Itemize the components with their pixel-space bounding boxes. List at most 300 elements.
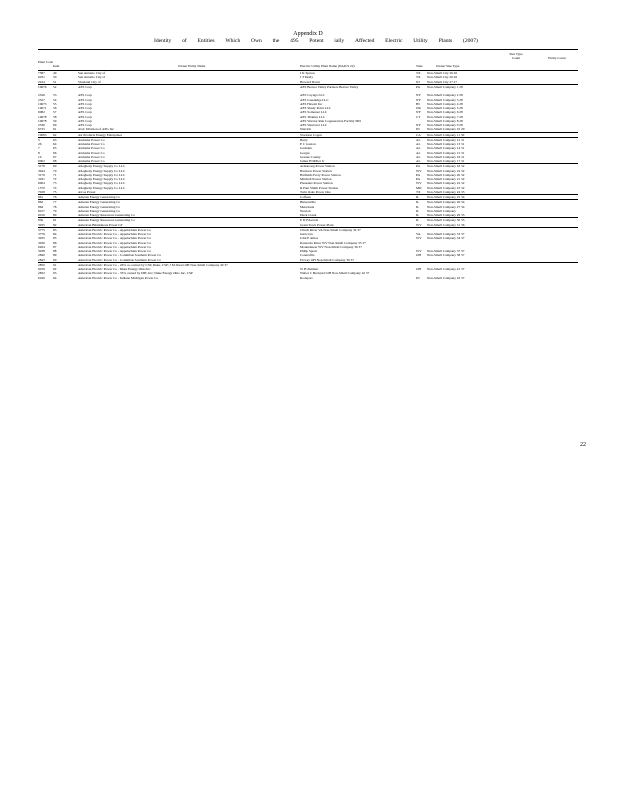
owner-size-type-cell: Non-Small Company 5 28 bbox=[427, 106, 463, 110]
owner-size-type-cell: Non-Small Company 43 37 bbox=[427, 275, 465, 280]
plant-name-cell: Stockton Cogen bbox=[300, 132, 322, 137]
item-cell: 50 bbox=[53, 75, 57, 80]
item-cell: 55 bbox=[53, 101, 57, 106]
owner-entity-cell: Ameren Energy Generating Co bbox=[78, 200, 121, 205]
plant-name-cell: Coffeen bbox=[300, 195, 311, 199]
col-owner-entity: Owner Entity Name bbox=[178, 64, 206, 68]
state-cell: CA bbox=[416, 132, 421, 137]
item-cell: 83 bbox=[53, 227, 57, 232]
owner-entity-cell: Alabama Power Co bbox=[78, 142, 105, 146]
owner-entity-cell: American Electric Power Co - Appalachian Power Co bbox=[78, 236, 152, 241]
state-cell: NY bbox=[416, 110, 421, 115]
state-cell: IN bbox=[416, 127, 420, 132]
plant-name-cell: Gorgas bbox=[300, 150, 310, 155]
item-cell: 66 bbox=[53, 150, 57, 155]
appendix-table-page bbox=[38, 30, 578, 280]
plant-code-cell: 10673 bbox=[38, 101, 47, 106]
plant-name-cell: Grant Town Power Plant bbox=[300, 222, 334, 227]
table-row bbox=[38, 276, 578, 280]
state-cell: AL bbox=[416, 142, 421, 146]
owner-size-type-cell: Non-Small Company 8 28 bbox=[427, 118, 463, 123]
item-cell: 93 bbox=[53, 271, 57, 276]
state-cell: IL bbox=[416, 213, 420, 217]
item-cell: 74 bbox=[53, 185, 57, 190]
col-plant-code: Plant Code bbox=[38, 60, 53, 64]
plant-code-cell: 3935 bbox=[38, 222, 45, 227]
plant-name-cell: Kanawha River WV Non-Small Company 35 37 bbox=[300, 240, 366, 245]
owner-size-type-cell: Non-Small Company 15 31 bbox=[427, 150, 465, 155]
owner-size-type-cell: Non-Small Company 1 28 bbox=[427, 84, 463, 89]
appendix-title: Appendix D bbox=[293, 31, 323, 37]
owner-entity-cell: American Electric Power Co - Columbus Southern Power Co bbox=[78, 257, 162, 262]
item-cell: 84 bbox=[53, 232, 57, 236]
item-cell: 73 bbox=[53, 181, 57, 186]
plant-name-cell: Philip Sporn bbox=[300, 249, 318, 253]
item-cell: 77 bbox=[53, 200, 57, 205]
owner-entity-cell: Alabama Power Co bbox=[78, 159, 105, 163]
item-cell: 92 bbox=[53, 267, 57, 271]
state-cell: MD bbox=[416, 185, 422, 190]
state-cell: IL bbox=[416, 195, 420, 199]
item-cell: 94 bbox=[53, 275, 57, 280]
plant-code-cell: 6017 bbox=[38, 208, 45, 213]
item-cell: 64 bbox=[53, 142, 57, 146]
plant-code-cell: 2526 bbox=[38, 93, 45, 98]
owner-entity-cell: Alcoa Power bbox=[78, 189, 96, 194]
owner-entity-cell: American Electric Power Co - Columbus Southern Power Co bbox=[78, 253, 162, 258]
plant-name-cell: Harrison Power Station bbox=[300, 168, 332, 173]
owner-entity-cell: American Electric Power Co - Duke Energy Ohio Inc bbox=[78, 267, 151, 271]
owner-size-type-cell: Non-Small Company 22 32 bbox=[427, 181, 465, 186]
table-title bbox=[38, 38, 578, 45]
state-cell: PA bbox=[416, 172, 421, 177]
item-cell: 58 bbox=[53, 114, 57, 119]
plant-name-cell: AES Beaver Valley Partners Beaver Valley bbox=[300, 84, 359, 89]
plant-code-cell: 10676 bbox=[38, 84, 47, 89]
table-row bbox=[38, 213, 578, 217]
item-cell: 61 bbox=[53, 127, 57, 132]
plant-code-cell: 10678 bbox=[38, 114, 47, 119]
plant-code-cell: 3935 bbox=[38, 236, 45, 241]
owner-size-type-cell: Non-Small Company 29 35 bbox=[427, 213, 465, 217]
owner-size-type-cell: Non-Small City 27 27 bbox=[427, 79, 458, 84]
owner-size-type-cell: Non-Small Company 34 37 bbox=[427, 236, 465, 241]
plant-name-cell: E D Edwards bbox=[300, 218, 319, 223]
table-row bbox=[38, 80, 578, 84]
plant-name-cell: Walter C Beckjord OH Non-Small Company 42 37 bbox=[300, 271, 370, 276]
owner-entity-cell: Alabama Power Co bbox=[78, 146, 105, 151]
plant-code-cell: 10671 bbox=[38, 106, 47, 110]
plant-code-cell: 6019 bbox=[38, 267, 45, 271]
plant-code-cell: 861 bbox=[38, 195, 44, 199]
table-row bbox=[38, 159, 578, 163]
state-cell: CT bbox=[416, 114, 421, 119]
item-cell: 68 bbox=[53, 159, 57, 163]
plant-code-cell: 1570 bbox=[38, 185, 45, 190]
state-cell: WV bbox=[416, 249, 422, 253]
item-cell: 80 bbox=[53, 213, 57, 217]
owner-entity-cell: AGC Division of APG Inc bbox=[78, 127, 114, 132]
item-cell: 52 bbox=[53, 84, 57, 89]
item-cell: 76 bbox=[53, 195, 57, 199]
owner-size-type-cell: Non-Small Company 25 34 bbox=[427, 195, 465, 199]
state-cell: AL bbox=[416, 137, 421, 142]
owner-entity-cell: AES Corp bbox=[78, 101, 93, 106]
owner-size-type-cell: Non-Small Company 14 31 bbox=[427, 146, 465, 151]
plant-code-cell: 6725 bbox=[38, 127, 45, 132]
owner-size-type-cell: Non-Small Company 30 35 bbox=[427, 218, 465, 223]
title-word: 495 bbox=[290, 38, 299, 44]
plant-name-cell: Hatfields Ferry Power Station bbox=[300, 172, 341, 177]
plant-code-cell: 3 bbox=[38, 137, 40, 142]
col-state: State bbox=[416, 64, 423, 68]
title-word: Identity bbox=[154, 38, 172, 44]
plant-code-cell: 6264 bbox=[38, 244, 45, 249]
owner-entity-cell: American Electric Power Co - Appalachian Power Co bbox=[78, 240, 152, 245]
owner-size-type-cell: Non-Small Company 38 37 bbox=[427, 253, 465, 258]
plant-name-cell: Glen Lyn bbox=[300, 232, 313, 236]
state-cell: TX bbox=[416, 71, 421, 75]
col-item: Item bbox=[53, 64, 60, 68]
state-cell: AL bbox=[416, 150, 421, 155]
col-plant-name: Electric Utility Plant Name (NAICS 22) bbox=[300, 64, 355, 68]
title-word: Which bbox=[225, 38, 241, 44]
plant-name-cell: James H Miller Jr bbox=[300, 159, 325, 163]
plant-name-cell: AES Shady Point LLC bbox=[300, 106, 331, 110]
plant-name-cell: AES Warrior Run Cogeneration Facility MD bbox=[300, 118, 361, 123]
owner-size-type-cell: Non-Small Company 26 34 bbox=[427, 200, 465, 205]
state-cell: VA bbox=[416, 232, 421, 236]
plant-code-cell: 3936 bbox=[38, 240, 45, 245]
item-cell: 65 bbox=[53, 146, 57, 151]
page-number: 22 bbox=[580, 442, 586, 448]
item-cell: 87 bbox=[53, 244, 57, 249]
item-cell: 63 bbox=[53, 137, 57, 142]
state-cell: IN bbox=[416, 275, 420, 280]
state-cell: TX bbox=[416, 189, 421, 194]
item-cell: 54 bbox=[53, 97, 57, 102]
owner-entity-cell: Air Products Energy Enterprises bbox=[78, 132, 122, 137]
plant-name-cell: AES Greenidge LLC bbox=[300, 97, 329, 102]
plant-code-cell: 2850 bbox=[38, 262, 45, 267]
owner-entity-cell: AES Corp bbox=[78, 84, 93, 89]
owner-size-type-cell: Non-Small Company 12 31 bbox=[427, 137, 465, 142]
plant-code-cell: 6166 bbox=[38, 275, 45, 280]
owner-entity-cell: American Electric Power Co - Indiana Michigan Power Co bbox=[78, 275, 159, 280]
plant-code-cell: 2843 bbox=[38, 257, 45, 262]
plant-name-cell: AES Westover LLC bbox=[300, 123, 328, 127]
state-cell: WV bbox=[416, 168, 422, 173]
item-cell: 78 bbox=[53, 204, 57, 209]
table-row bbox=[38, 223, 578, 227]
item-cell: 89 bbox=[53, 253, 57, 258]
state-cell: NY bbox=[416, 93, 421, 98]
title-word: Utility bbox=[413, 38, 428, 44]
owner-size-type-cell: Non-Small Company 31 36 bbox=[427, 222, 465, 227]
item-cell: 67 bbox=[53, 154, 57, 159]
state-cell: AL bbox=[416, 154, 421, 159]
owner-size-type-cell: Non-Small Company 10 29 bbox=[427, 127, 465, 132]
owner-entity-cell: Allegheny Energy Supply Co LLC bbox=[78, 172, 126, 177]
state-cell: NJ bbox=[416, 79, 420, 84]
item-cell: 69 bbox=[53, 164, 57, 169]
title-word: Affected bbox=[354, 38, 375, 44]
state-cell: TX bbox=[416, 75, 421, 80]
plant-code-cell: 3776 bbox=[38, 232, 45, 236]
owner-entity-cell: American Electric Power Co - Appalachian Power Co bbox=[78, 227, 152, 232]
owner-size-type-cell: Non-Small Company 6 28 bbox=[427, 110, 463, 115]
owner-entity-cell: American Bituminous Power LP bbox=[78, 222, 123, 227]
plant-name-cell: Rockport bbox=[300, 275, 313, 280]
plant-code-cell: 2434 bbox=[38, 79, 45, 84]
item-cell: 72 bbox=[53, 177, 57, 181]
owner-size-type-cell: Non-Small Company bbox=[427, 208, 456, 213]
owner-entity-cell: Allegheny Energy Supply Co LLC bbox=[78, 177, 126, 181]
owner-entity-cell: American Electric Power Co - Appalachian Power Co bbox=[78, 249, 152, 253]
state-cell: NY bbox=[416, 123, 421, 127]
owner-entity-cell: Alabama Power Co bbox=[78, 150, 105, 155]
title-word: Own bbox=[250, 38, 262, 44]
state-cell: PA bbox=[416, 84, 421, 89]
owner-size-type-cell: Non-Small Company 2 28 bbox=[427, 93, 463, 98]
owner-entity-cell: Ameren Energy Generating Co bbox=[78, 204, 121, 209]
title-word: the bbox=[272, 38, 280, 44]
plant-name-cell: Greene County bbox=[300, 154, 321, 159]
col-entity-count: Entity Count bbox=[548, 56, 566, 60]
plant-code-cell: 8 bbox=[38, 150, 40, 155]
plant-code-cell: 7 bbox=[38, 146, 40, 151]
owner-entity-cell: Ameren Energy Generating Co bbox=[78, 208, 121, 213]
state-cell: AL bbox=[416, 146, 421, 151]
plant-code-cell: 3775 bbox=[38, 227, 45, 232]
plant-code-cell: 3179 bbox=[38, 172, 45, 177]
owner-entity-cell: AES Corp bbox=[78, 97, 93, 102]
table-row bbox=[38, 127, 578, 131]
owner-entity-cell: AES Corp bbox=[78, 106, 93, 110]
owner-size-type-cell: Non-Small Company 33 37 bbox=[427, 232, 465, 236]
owner-entity-cell: American Electric Power Co - 33% owned by DPL Inc; Duke Energy Ohio Inc, CSP bbox=[78, 271, 193, 276]
owner-size-type-cell: Non-Small Company 7 28 bbox=[427, 114, 463, 119]
col-size-type-count: Size Type Count bbox=[509, 52, 523, 60]
plant-code-cell: 6004 bbox=[38, 181, 45, 186]
owner-size-type-cell: Non-Small Company 4 28 bbox=[427, 101, 463, 106]
plant-name-cell: J K Spruce bbox=[300, 71, 315, 75]
plant-name-cell: W H Zimmer bbox=[300, 267, 319, 271]
plant-code-cell: 6002 bbox=[38, 159, 45, 163]
plant-code-cell: 2527 bbox=[38, 97, 45, 102]
plant-code-cell: 3944 bbox=[38, 168, 45, 173]
title-word: ially bbox=[334, 38, 345, 44]
item-cell: 51 bbox=[53, 79, 57, 84]
owner-entity-cell: Alabama Power Co bbox=[78, 154, 105, 159]
plant-code-cell: 862 bbox=[38, 200, 44, 205]
plant-name-cell: AES Hawaii Inc bbox=[300, 101, 323, 106]
plant-name-cell: AES Thames LLC bbox=[300, 114, 326, 119]
owner-size-type-cell: Non-Small Company 23 32 bbox=[427, 185, 465, 190]
owner-entity-cell: San Antonio City of bbox=[78, 71, 106, 75]
plant-code-cell: 26 bbox=[38, 142, 42, 146]
owner-entity-cell: Allegheny Energy Supply Co LLC bbox=[78, 181, 126, 186]
plant-code-cell: 7028 bbox=[38, 189, 45, 194]
item-cell: 86 bbox=[53, 240, 57, 245]
plant-name-cell: R Paul Smith Power Station bbox=[300, 185, 339, 190]
plant-code-cell: 856 bbox=[38, 218, 44, 223]
owner-size-type-cell: Non-Small Company 16 31 bbox=[427, 154, 465, 159]
owner-size-type-cell: Non-Small Company 17 31 bbox=[427, 159, 465, 163]
owner-size-type-cell: Non-Small Company 20 32 bbox=[427, 172, 465, 177]
plant-name-cell: Hutsonville bbox=[300, 200, 316, 205]
owner-entity-cell: Alabama Power Co bbox=[78, 137, 105, 142]
owner-size-type-cell: Non-Small City 26 26 bbox=[427, 71, 458, 75]
plant-code-cell: 3178 bbox=[38, 164, 45, 169]
plant-code-cell: 3938 bbox=[38, 249, 45, 253]
title-word: of bbox=[182, 38, 187, 44]
owner-size-type-cell: Non-Small Company 19 32 bbox=[427, 168, 465, 173]
plant-code-cell: 2832 bbox=[38, 271, 45, 276]
owner-entity-cell: Allegheny Energy Supply Co LLC bbox=[78, 164, 126, 169]
table-row bbox=[38, 195, 578, 199]
col-owner-size-type: Owner Size Type bbox=[436, 64, 460, 68]
plant-name-cell: Howard Down bbox=[300, 79, 321, 84]
plant-name-cell: Barry bbox=[300, 137, 308, 142]
owner-entity-cell: San Antonio City of bbox=[78, 75, 106, 80]
plant-code-cell: 6181 bbox=[38, 75, 45, 80]
title-word: Entities bbox=[197, 38, 215, 44]
plant-name-cell: J T Deely bbox=[300, 75, 314, 80]
owner-size-type-cell: Non-Small Company 27 34 bbox=[427, 204, 465, 209]
plant-code-cell: 10063 bbox=[38, 132, 47, 137]
state-cell: AL bbox=[416, 159, 421, 163]
plant-code-cell: 3181 bbox=[38, 177, 45, 181]
state-cell: OH bbox=[416, 267, 421, 271]
owner-size-type-cell: Non-Small Company 18 32 bbox=[427, 164, 465, 169]
owner-entity-cell: AES Corp bbox=[78, 123, 93, 127]
plant-name-cell: Warrick bbox=[300, 127, 311, 132]
owner-size-type-cell: Non-Small Company 24 33 bbox=[427, 189, 465, 194]
plant-code-cell: 10 bbox=[38, 154, 42, 159]
plant-code-cell: 864 bbox=[38, 204, 44, 209]
owner-entity-cell: American Electric Power Co - Appalachian Power Co bbox=[78, 232, 152, 236]
plant-code-cell: 2840 bbox=[38, 253, 45, 258]
table-row bbox=[38, 85, 578, 94]
item-cell: 56 bbox=[53, 106, 57, 110]
owner-size-type-cell: Non-Small Company 9 28 bbox=[427, 123, 463, 127]
plant-name-cell: John E Amos bbox=[300, 236, 319, 241]
state-cell: IL bbox=[416, 204, 420, 209]
owner-entity-cell: AES Corp bbox=[78, 114, 93, 119]
plant-name-cell: AES Somerset LLC bbox=[300, 110, 328, 115]
item-cell: 85 bbox=[53, 236, 57, 241]
state-cell: WV bbox=[416, 181, 422, 186]
state-cell: HI bbox=[416, 101, 420, 106]
title-word: Electric bbox=[385, 38, 403, 44]
owner-entity-cell: American Electric Power Co - Appalachian Power Co bbox=[78, 244, 152, 249]
plant-name-cell: Gadsden bbox=[300, 146, 312, 151]
state-cell: IL bbox=[416, 200, 420, 205]
item-cell: 81 bbox=[53, 218, 57, 223]
owner-size-type-cell: Non-Small Company 11 30 bbox=[427, 132, 465, 137]
item-cell: 75 bbox=[53, 189, 57, 194]
plant-code-cell: 6082 bbox=[38, 110, 45, 115]
item-cell: 82 bbox=[53, 222, 57, 227]
title-word: Potent bbox=[309, 38, 324, 44]
owner-entity-cell: American Electric Power Co - 26% co-owned by CSP, Duke, CSP; J M Stuart OH Non-Small Company 40 37 bbox=[78, 262, 228, 267]
item-cell: 49 bbox=[53, 71, 57, 75]
column-header-row bbox=[38, 50, 578, 70]
item-cell: 53 bbox=[53, 93, 57, 98]
item-cell: 79 bbox=[53, 208, 57, 213]
item-cell: 91 bbox=[53, 262, 57, 267]
plant-name-cell: Meredosia bbox=[300, 204, 315, 209]
owner-entity-cell: Allegheny Energy Supply Co LLC bbox=[78, 168, 126, 173]
table-body bbox=[38, 71, 578, 280]
item-cell: 62 bbox=[53, 132, 57, 137]
table-row bbox=[38, 133, 578, 137]
table-row bbox=[38, 190, 578, 194]
owner-size-type-cell: Non-Small Company 37 37 bbox=[427, 249, 465, 253]
plant-name-cell: Clinch River VA Non-Small Company 32 37 bbox=[300, 227, 361, 232]
plant-code-cell: 2536 bbox=[38, 123, 45, 127]
owner-entity-cell: Ameren Energy Resources Generating Co bbox=[78, 218, 135, 223]
plant-name-cell: Pleasants Power Station bbox=[300, 181, 333, 186]
plant-name-cell: Duck Creek bbox=[300, 213, 317, 217]
item-cell: 88 bbox=[53, 249, 57, 253]
state-cell: OH bbox=[416, 253, 421, 258]
title-word: Plants bbox=[438, 38, 453, 44]
owner-entity-cell: Allegheny Energy Supply Co LLC bbox=[78, 185, 126, 190]
state-cell: IL bbox=[416, 218, 420, 223]
item-cell: 70 bbox=[53, 168, 57, 173]
plant-name-cell: Picway OH Non-Small Company 39 37 bbox=[300, 257, 354, 262]
table-row bbox=[38, 258, 578, 262]
owner-entity-cell: Ameren Energy Resources Generating Co bbox=[78, 213, 135, 217]
plant-name-cell: Newton bbox=[300, 208, 311, 213]
plant-code-cell: 6016 bbox=[38, 213, 45, 217]
plant-name-cell: Armstrong Power Station bbox=[300, 164, 335, 169]
plant-name-cell: Mitchell Power Station bbox=[300, 177, 332, 181]
owner-entity-cell: AES Corp bbox=[78, 93, 93, 98]
state-cell: PA bbox=[416, 164, 421, 169]
item-cell: 59 bbox=[53, 118, 57, 123]
item-cell: 71 bbox=[53, 172, 57, 177]
item-cell: 90 bbox=[53, 257, 57, 262]
plant-name-cell: Conesville bbox=[300, 253, 315, 258]
state-cell: PA bbox=[416, 177, 421, 181]
state-cell: OK bbox=[416, 106, 421, 110]
owner-entity-cell: Vineland City of bbox=[78, 79, 101, 84]
plant-code-cell: 10678 bbox=[38, 118, 47, 123]
item-cell: 60 bbox=[53, 123, 57, 127]
owner-size-type-cell: Non-Small Company 13 31 bbox=[427, 142, 465, 146]
owner-entity-cell: AES Corp bbox=[78, 110, 93, 115]
item-cell: 57 bbox=[53, 110, 57, 115]
state-cell: IL bbox=[416, 208, 420, 213]
state-cell: NY bbox=[416, 97, 421, 102]
owner-size-type-cell: Non-Small City 26 26 bbox=[427, 75, 458, 80]
owner-entity-cell: AES Corp bbox=[78, 118, 93, 123]
plant-code-cell: 7587 bbox=[38, 71, 45, 75]
state-cell: WV bbox=[416, 236, 422, 241]
owner-entity-cell: Ameren Energy Generating Co bbox=[78, 195, 121, 199]
owner-size-type-cell: Non-Small Company 41 37 bbox=[427, 267, 465, 271]
plant-name-cell: E C Gaston bbox=[300, 142, 316, 146]
plant-name-cell: Twin Oaks Power One bbox=[300, 189, 331, 194]
title-word: (2007) bbox=[462, 38, 478, 44]
owner-size-type-cell: Non-Small Company 3 28 bbox=[427, 97, 463, 102]
owner-size-type-cell: Non-Small Company 21 32 bbox=[427, 177, 465, 181]
state-cell: WV bbox=[416, 222, 422, 227]
plant-name-cell: Mountaineer WV Non-Small Company 36 37 bbox=[300, 244, 362, 249]
